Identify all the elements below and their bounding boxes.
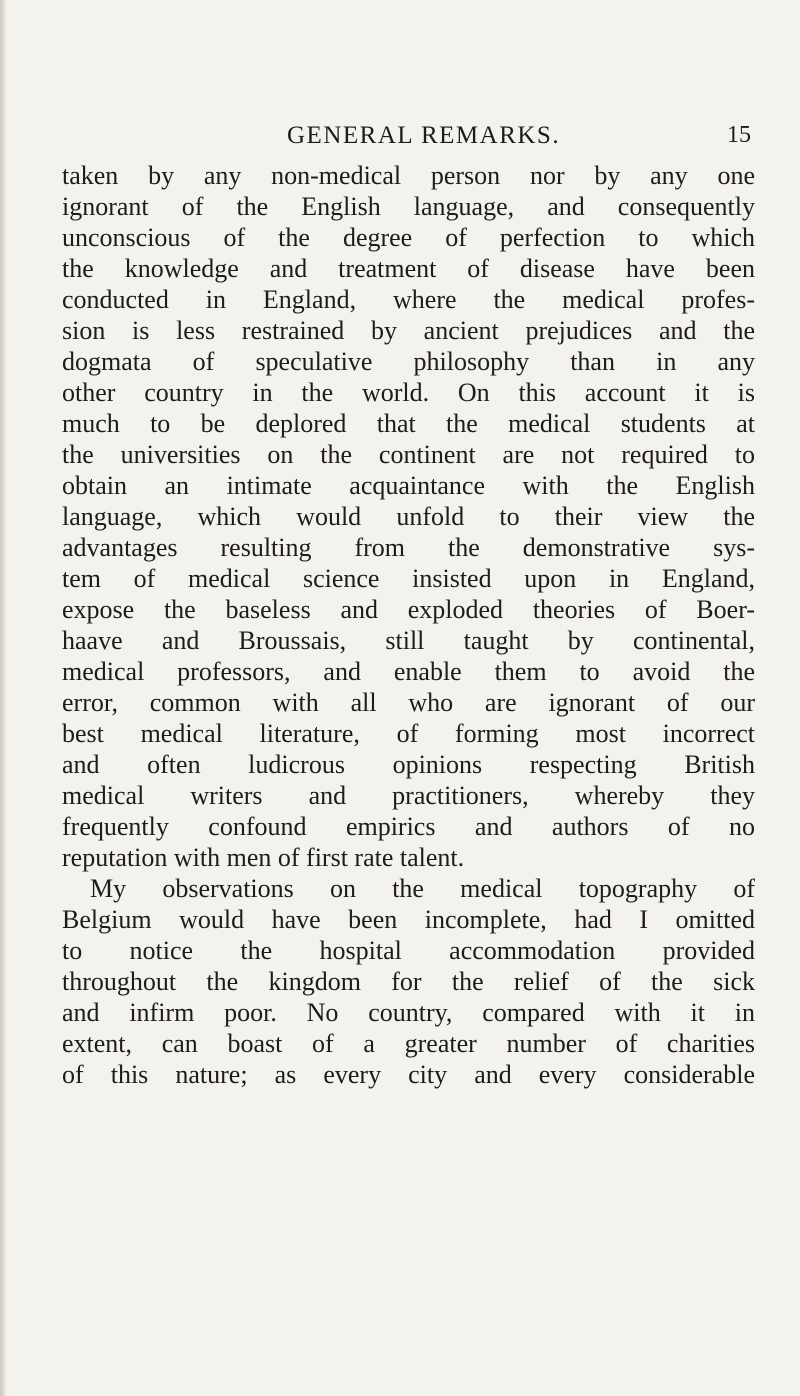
running-head [0, 122, 800, 152]
text-line: best medical literature, of forming most incorrect [62, 719, 755, 748]
text-line: the universities on the continent are not required to [62, 440, 755, 469]
text-line: haave and Broussais, still taught by continental, [62, 626, 755, 655]
text-line: and infirm poor. No country, compared with it in [62, 998, 755, 1027]
text-line: of this nature; as every city and every considerable [62, 1060, 755, 1089]
text-line: dogmata of speculative philosophy than in any [62, 347, 755, 376]
text-line: error, common with all who are ignorant of our [62, 688, 755, 717]
page-number: 15 [727, 122, 751, 148]
paragraph-2 [62, 873, 755, 1090]
text-line: advantages resulting from the demonstrative sys- [62, 533, 755, 562]
paragraph-1 [62, 160, 755, 873]
text-line: throughout the kingdom for the relief of the sick [62, 967, 755, 996]
text-line: other country in the world. On this account it is [62, 378, 755, 407]
page-edge [0, 0, 6, 1396]
body-text [62, 160, 755, 1090]
text-line: medical professors, and enable them to avoid the [62, 657, 755, 686]
text-line: sion is less restrained by ancient prejudices and the [62, 316, 755, 345]
text-line: frequently confound empirics and authors of no [62, 812, 755, 841]
text-line: the knowledge and treatment of disease have been [62, 254, 755, 283]
text-line: extent, can boast of a greater number of charities [62, 1029, 755, 1058]
text-line: Belgium would have been incomplete, had I omitted [62, 905, 755, 934]
text-line: much to be deplored that the medical students at [62, 409, 755, 438]
text-line: language, which would unfold to their view the [62, 502, 755, 531]
text-line: expose the baseless and exploded theories of Boer- [62, 595, 755, 624]
text-line: ignorant of the English language, and consequently [62, 192, 755, 221]
text-line: My observations on the medical topography of [90, 874, 755, 903]
running-title: GENERAL REMARKS. [287, 122, 561, 149]
text-line: and often ludicrous opinions respecting British [62, 750, 755, 779]
text-line: obtain an intimate acquaintance with the English [62, 471, 755, 500]
text-line: taken by any non-medical person nor by any one [62, 161, 755, 190]
text-line: unconscious of the degree of perfection to which [62, 223, 755, 252]
text-line: reputation with men of first rate talent. [62, 843, 465, 872]
text-line: medical writers and practitioners, whereby they [62, 781, 755, 810]
text-line: conducted in England, where the medical profes- [62, 285, 755, 314]
text-line: to notice the hospital accommodation provided [62, 936, 755, 965]
text-line: tem of medical science insisted upon in England, [62, 564, 755, 593]
